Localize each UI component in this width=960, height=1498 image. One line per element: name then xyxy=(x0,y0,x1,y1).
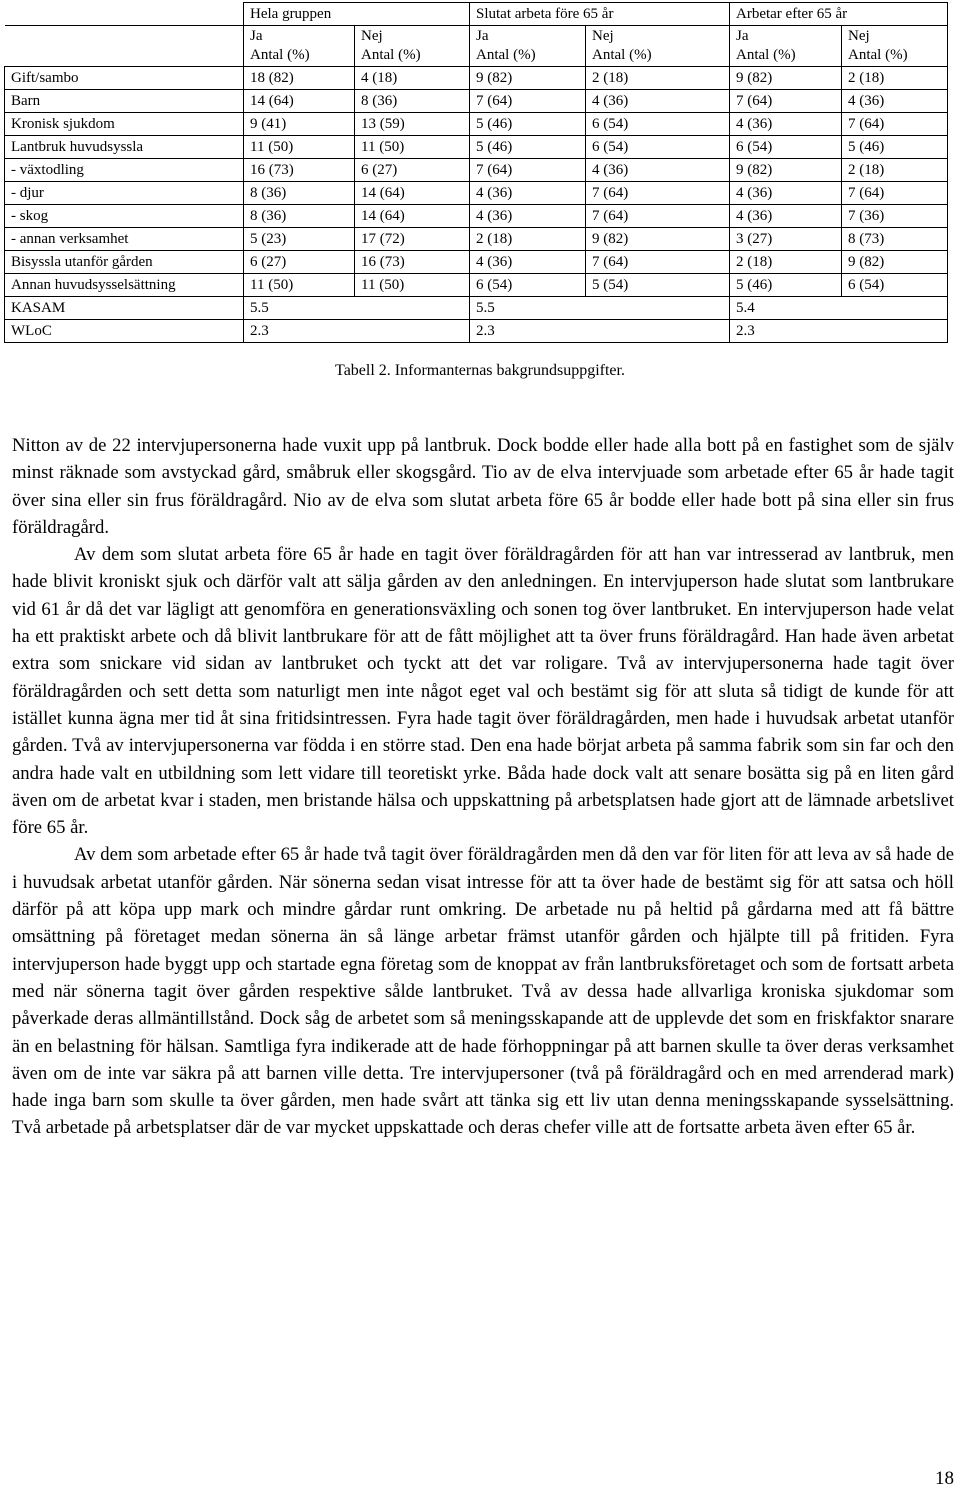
row-label: Gift/sambo xyxy=(5,67,244,90)
table-span-body xyxy=(5,297,948,343)
table-corner-cell xyxy=(5,26,244,67)
table-cell: 2 (18) xyxy=(730,251,842,274)
table-cell: 7 (64) xyxy=(586,182,730,205)
table-cell: 2 (18) xyxy=(842,67,948,90)
sub-header xyxy=(355,26,470,67)
table-row xyxy=(5,297,948,320)
table-cell: 8 (36) xyxy=(244,182,355,205)
sub-header-unit: Antal (%) xyxy=(476,47,536,63)
table-cell: 7 (64) xyxy=(842,113,948,136)
table-cell: 4 (36) xyxy=(470,205,586,228)
row-label: KASAM xyxy=(5,297,244,320)
table-row xyxy=(5,228,948,251)
table-row xyxy=(5,136,948,159)
sub-header xyxy=(244,26,355,67)
table-row xyxy=(5,182,948,205)
sub-header xyxy=(586,26,730,67)
row-label: Bisyssla utanför gården xyxy=(5,251,244,274)
table-cell: 4 (36) xyxy=(470,182,586,205)
table-cell: 7 (64) xyxy=(470,159,586,182)
table-cell: 4 (36) xyxy=(730,205,842,228)
background-table xyxy=(4,2,948,343)
table-cell: 2 (18) xyxy=(842,159,948,182)
row-label: Lantbruk huvudsyssla xyxy=(5,136,244,159)
table-row xyxy=(5,274,948,297)
paragraph: Av dem som slutat arbeta före 65 år hade en tagit över föräldragården för att han var intresserad av lantbruk, men hade blivit kroniskt sjuk och därför valt att sälja gården av den anledningen. En intervjuperson hade slutat som lantbrukare vid 61 år då det var lägligt att genomföra en generationsväxling och sonen tog över lantbruket. En intervjuperson hade velat ha ett praktiskt arbete och då blivit lantbrukare för att de fått möjlighet att ta över fruns föräldragård. Han hade även arbetat extra som snickare vid sidan av lantbruket och tyckt att det var roligare. Två av intervjupersonerna hade tagit över föräldragården och sett detta som naturligt men inte något eget val och bestämt sig för att sluta så tidigt de kunde för att istället kunna ägna mer tid åt sina fritidsintressen. Fyra hade tagit över föräldragården, men hade i huvudsak arbetat utanför gården. Två av intervjupersonerna var födda i en större stad. Den ena hade börjat arbeta på samma fabrik som sin far och den andra hade valt en utbildning som lett vidare till teoretiskt yrke. Båda hade dock valt att senare bosätta sig på en liten gård även om de arbetat kvar i staden, men bristande hälsa och uppskattning på arbetsplatsen hade gjort att de lämnade arbetslivet före 65 år. xyxy=(12,544,954,839)
sub-header-answer: Nej xyxy=(592,28,614,44)
table-cell: 7 (64) xyxy=(470,90,586,113)
sub-header-answer: Ja xyxy=(250,28,263,44)
table-cell: 16 (73) xyxy=(244,159,355,182)
table-cell: 9 (82) xyxy=(730,67,842,90)
table-cell: 5 (46) xyxy=(470,113,586,136)
table-row xyxy=(5,113,948,136)
page-number: 18 xyxy=(935,1468,954,1489)
sub-header-unit: Antal (%) xyxy=(736,47,796,63)
row-label: - djur xyxy=(5,182,244,205)
table-cell: 18 (82) xyxy=(244,67,355,90)
table-cell: 6 (54) xyxy=(730,136,842,159)
sub-header-answer: Ja xyxy=(736,28,749,44)
table-cell: 2.3 xyxy=(470,320,730,343)
table-cell: 4 (36) xyxy=(730,182,842,205)
row-label: Kronisk sjukdom xyxy=(5,113,244,136)
group-header: Hela gruppen xyxy=(244,3,470,26)
table-cell: 14 (64) xyxy=(244,90,355,113)
table-cell: 2.3 xyxy=(244,320,470,343)
table-cell: 5 (23) xyxy=(244,228,355,251)
table-cell: 9 (82) xyxy=(586,228,730,251)
table-cell: 5 (46) xyxy=(470,136,586,159)
table-cell: 11 (50) xyxy=(244,274,355,297)
table-cell: 8 (36) xyxy=(244,205,355,228)
table-cell: 2 (18) xyxy=(470,228,586,251)
row-label: - växtodling xyxy=(5,159,244,182)
table-cell: 6 (54) xyxy=(586,113,730,136)
table-cell: 3 (27) xyxy=(730,228,842,251)
sub-header-answer: Nej xyxy=(361,28,383,44)
table-cell: 6 (54) xyxy=(470,274,586,297)
table-cell: 9 (82) xyxy=(730,159,842,182)
row-label: Barn xyxy=(5,90,244,113)
table-cell: 4 (36) xyxy=(842,90,948,113)
table-cell: 8 (73) xyxy=(842,228,948,251)
table-row xyxy=(5,67,948,90)
table-cell: 16 (73) xyxy=(355,251,470,274)
table-cell: 5 (46) xyxy=(842,136,948,159)
sub-header-unit: Antal (%) xyxy=(848,47,908,63)
table-row xyxy=(5,320,948,343)
table-cell: 4 (36) xyxy=(730,113,842,136)
table-cell: 7 (64) xyxy=(730,90,842,113)
row-label: - skog xyxy=(5,205,244,228)
table-cell: 5.5 xyxy=(470,297,730,320)
table-cell: 11 (50) xyxy=(355,274,470,297)
table-cell: 4 (36) xyxy=(586,90,730,113)
table-row xyxy=(5,251,948,274)
table-cell: 4 (36) xyxy=(586,159,730,182)
table-cell: 14 (64) xyxy=(355,182,470,205)
table-cell: 6 (54) xyxy=(586,136,730,159)
table-cell: 7 (36) xyxy=(842,205,948,228)
sub-header-answer: Nej xyxy=(848,28,870,44)
table-cell: 11 (50) xyxy=(355,136,470,159)
sub-header xyxy=(470,26,586,67)
sub-header-unit: Antal (%) xyxy=(361,47,421,63)
table-cell: 5.4 xyxy=(730,297,948,320)
table-header-row-groups xyxy=(5,3,948,26)
table-cell: 11 (50) xyxy=(244,136,355,159)
group-header: Slutat arbeta före 65 år xyxy=(470,3,730,26)
sub-header-answer: Ja xyxy=(476,28,489,44)
body-text xyxy=(12,432,954,1142)
table-cell: 5 (46) xyxy=(730,274,842,297)
table-cell: 4 (18) xyxy=(355,67,470,90)
table-row xyxy=(5,90,948,113)
table-cell: 5 (54) xyxy=(586,274,730,297)
table-cell: 6 (54) xyxy=(842,274,948,297)
table-cell: 9 (82) xyxy=(842,251,948,274)
table-cell: 9 (82) xyxy=(470,67,586,90)
table-cell: 6 (27) xyxy=(355,159,470,182)
table-cell: 7 (64) xyxy=(586,205,730,228)
table-cell: 17 (72) xyxy=(355,228,470,251)
table-cell: 14 (64) xyxy=(355,205,470,228)
table-cell: 7 (64) xyxy=(842,182,948,205)
table-row xyxy=(5,159,948,182)
paragraph: Av dem som arbetade efter 65 år hade två tagit över föräldragården men då den var för liten för att leva av så hade de i huvudsak arbetat utanför gården. När sönerna sedan visat intresse för att ta över hade de bestämt sig för att satsa och höll därför på att köpa upp mark och mindre gårdar runt omkring. De arbetade nu på heltid på gårdarna med att få bättre omsättning på företaget medan sönerna än så länge arbetar främst utanför gården och hjälpte till på fritiden. Fyra intervjuperson hade byggt upp och startade egna företag som de knoppat av från lantbruksföretaget och som de fortsatt arbeta med när sönerna tagit över gården respektive sålde lantbruket. Två av dessa hade allvarliga kroniska sjukdomar som påverkade deras allmäntillstånd. Dock såg de arbetet som så meningsskapande att de upplevde det som en friskfaktor snarare än en belastning för hälsan. Samtliga fyra indikerade att de hade förhoppningar på att barnen skulle ta över deras verksamhet även om de inte var säkra på att barnen ville detta. Tre intervjupersoner (två på föräldragård och en med arrenderad mark) hade inga barn som skulle ta över gården, men hade svårt att tänka sig ett liv utan denna meningsskapande sysselsättning. Två arbetade på arbetsplatser där de var mycket uppskattade och deras chefer ville att de fortsatte arbeta även efter 65 år. xyxy=(12,844,954,1139)
table-body xyxy=(5,67,948,297)
row-label: WLoC xyxy=(5,320,244,343)
table-caption: Tabell 2. Informanternas bakgrundsuppgifter. xyxy=(335,362,625,379)
table-header-row-subheaders xyxy=(5,26,948,67)
sub-header xyxy=(842,26,948,67)
table-cell: 8 (36) xyxy=(355,90,470,113)
table-corner-cell xyxy=(5,3,244,26)
group-header: Arbetar efter 65 år xyxy=(730,3,948,26)
table-cell: 7 (64) xyxy=(586,251,730,274)
table-cell: 5.5 xyxy=(244,297,470,320)
paragraph: Nitton av de 22 intervjupersonerna hade vuxit upp på lantbruk. Dock bodde eller hade alla bott på en fastighet som de själv minst räknade som avstyckad gård, småbruk eller skogsgård. Tio av de elva intervjuade som arbetade efter 65 år hade tagit över sina eller sin frus föräldragård. Nio av de elva som slutat arbeta före 65 år bodde eller hade bott på sina eller sin frus föräldragård. xyxy=(12,435,954,538)
table-cell: 13 (59) xyxy=(355,113,470,136)
table-row xyxy=(5,205,948,228)
sub-header-unit: Antal (%) xyxy=(250,47,310,63)
table-cell: 2 (18) xyxy=(586,67,730,90)
row-label: Annan huvudsysselsättning xyxy=(5,274,244,297)
table-cell: 9 (41) xyxy=(244,113,355,136)
table-cell: 6 (27) xyxy=(244,251,355,274)
table-cell: 2.3 xyxy=(730,320,948,343)
table-cell: 4 (36) xyxy=(470,251,586,274)
sub-header xyxy=(730,26,842,67)
sub-header-unit: Antal (%) xyxy=(592,47,652,63)
row-label: - annan verksamhet xyxy=(5,228,244,251)
